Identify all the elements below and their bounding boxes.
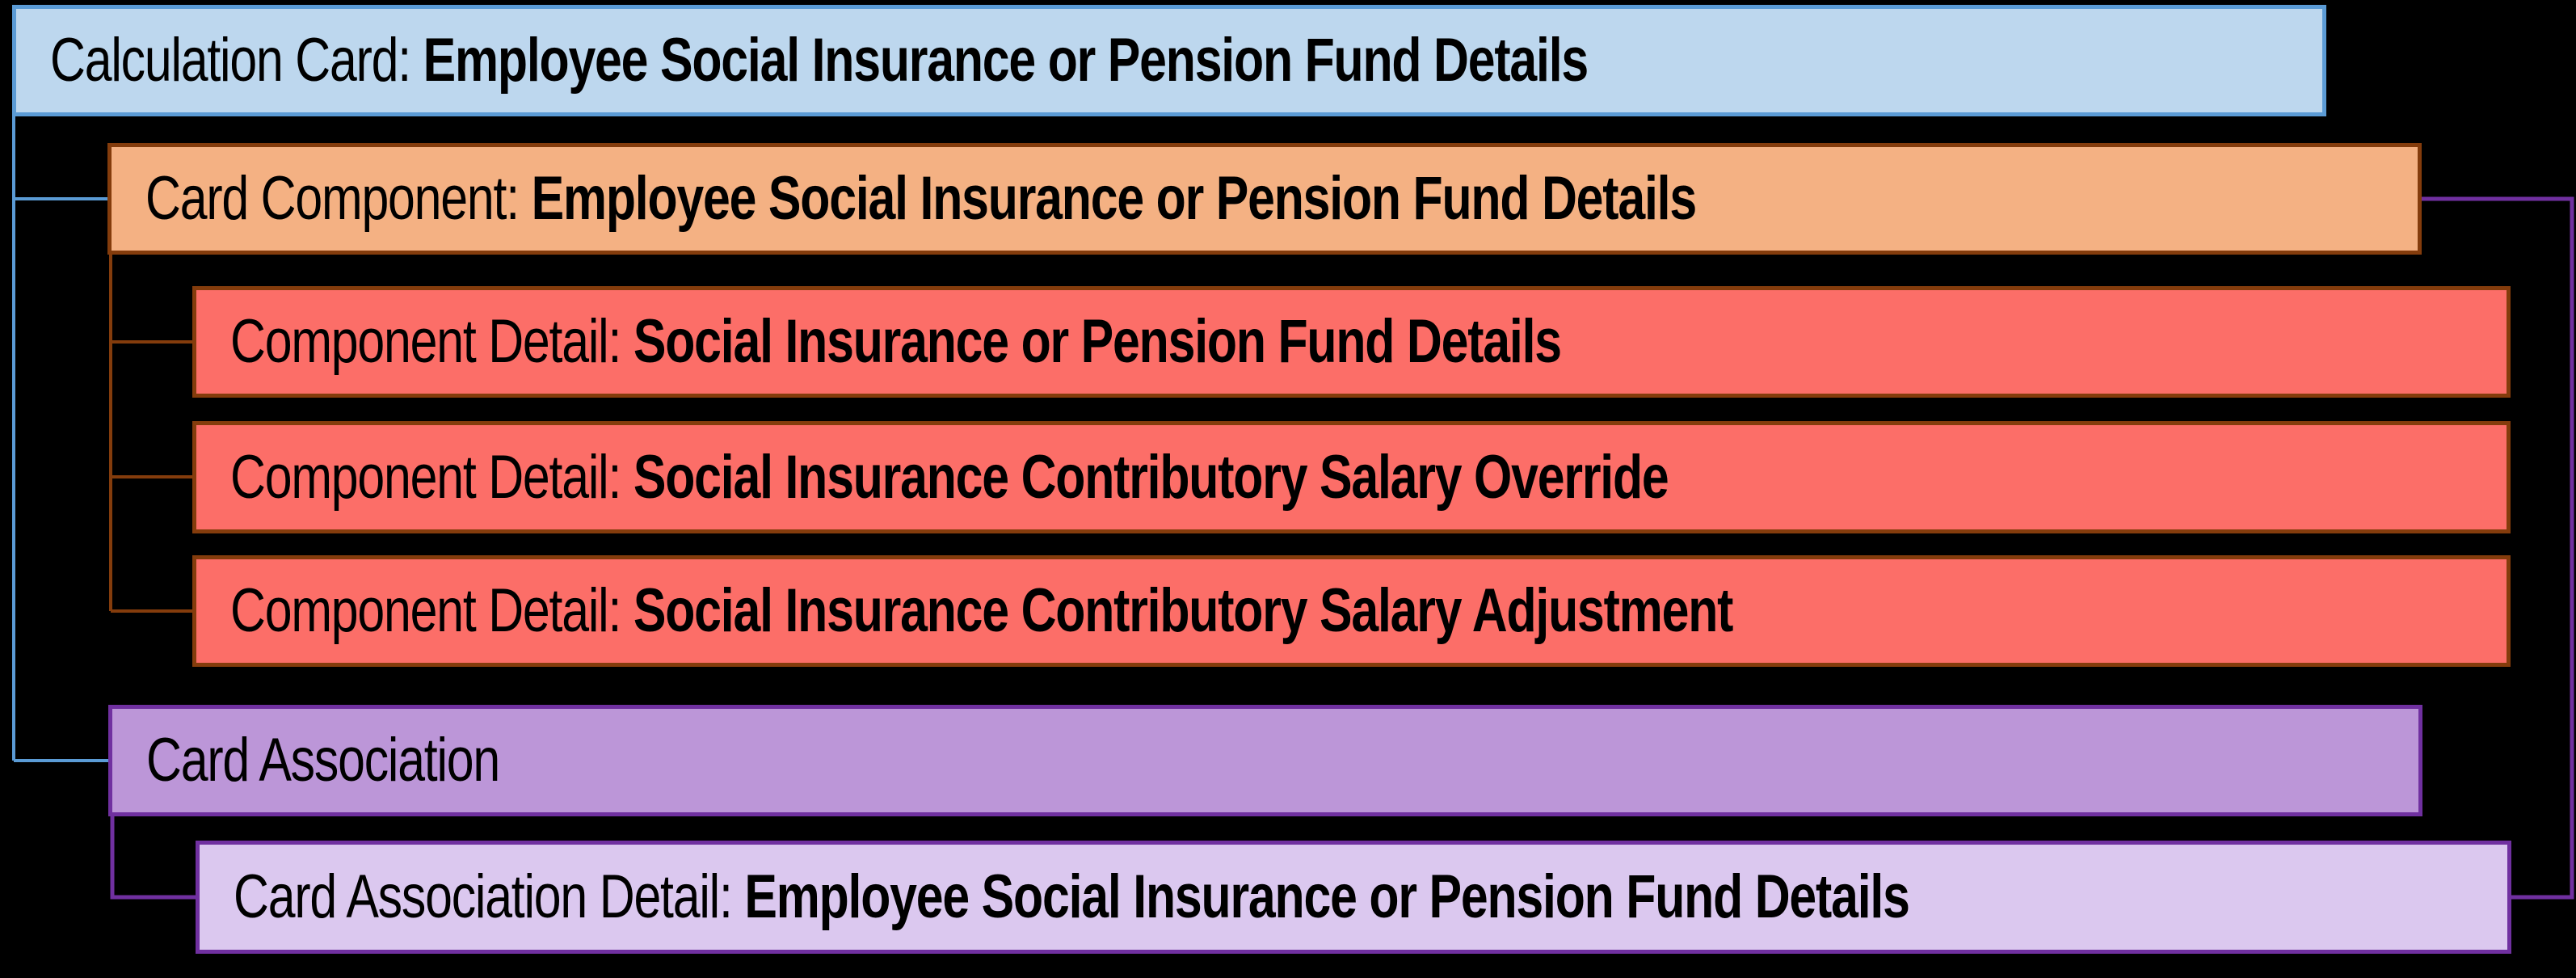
node-card-association-detail xyxy=(196,841,2511,954)
node-card-component-label: Card Component: Employee Social Insurance or Pension Fund Details xyxy=(145,164,1696,233)
node-card-component xyxy=(107,143,2422,255)
connector-card-association-detail xyxy=(112,816,196,897)
node-card-association-label: Card Association xyxy=(146,726,500,795)
node-component-detail-3-label: Component Detail: Social Insurance Contributory Salary Adjustment xyxy=(230,576,1733,645)
node-component-detail-2 xyxy=(192,421,2511,533)
node-component-detail-1-label: Component Detail: Social Insurance or Pension Fund Details xyxy=(230,307,1561,376)
node-card-association xyxy=(108,705,2422,816)
node-component-detail-1 xyxy=(192,286,2511,398)
node-calculation-card xyxy=(12,5,2326,116)
connector-calculation-card-children xyxy=(14,116,108,761)
connector-card-component-details xyxy=(111,255,192,611)
node-calculation-card-label: Calculation Card: Employee Social Insurance or Pension Fund Details xyxy=(50,26,1589,95)
node-component-detail-2-label: Component Detail: Social Insurance Contributory Salary Override xyxy=(230,442,1669,512)
node-component-detail-3 xyxy=(192,555,2511,667)
node-card-association-detail-label: Card Association Detail: Employee Social Insurance or Pension Fund Details xyxy=(234,862,1909,931)
